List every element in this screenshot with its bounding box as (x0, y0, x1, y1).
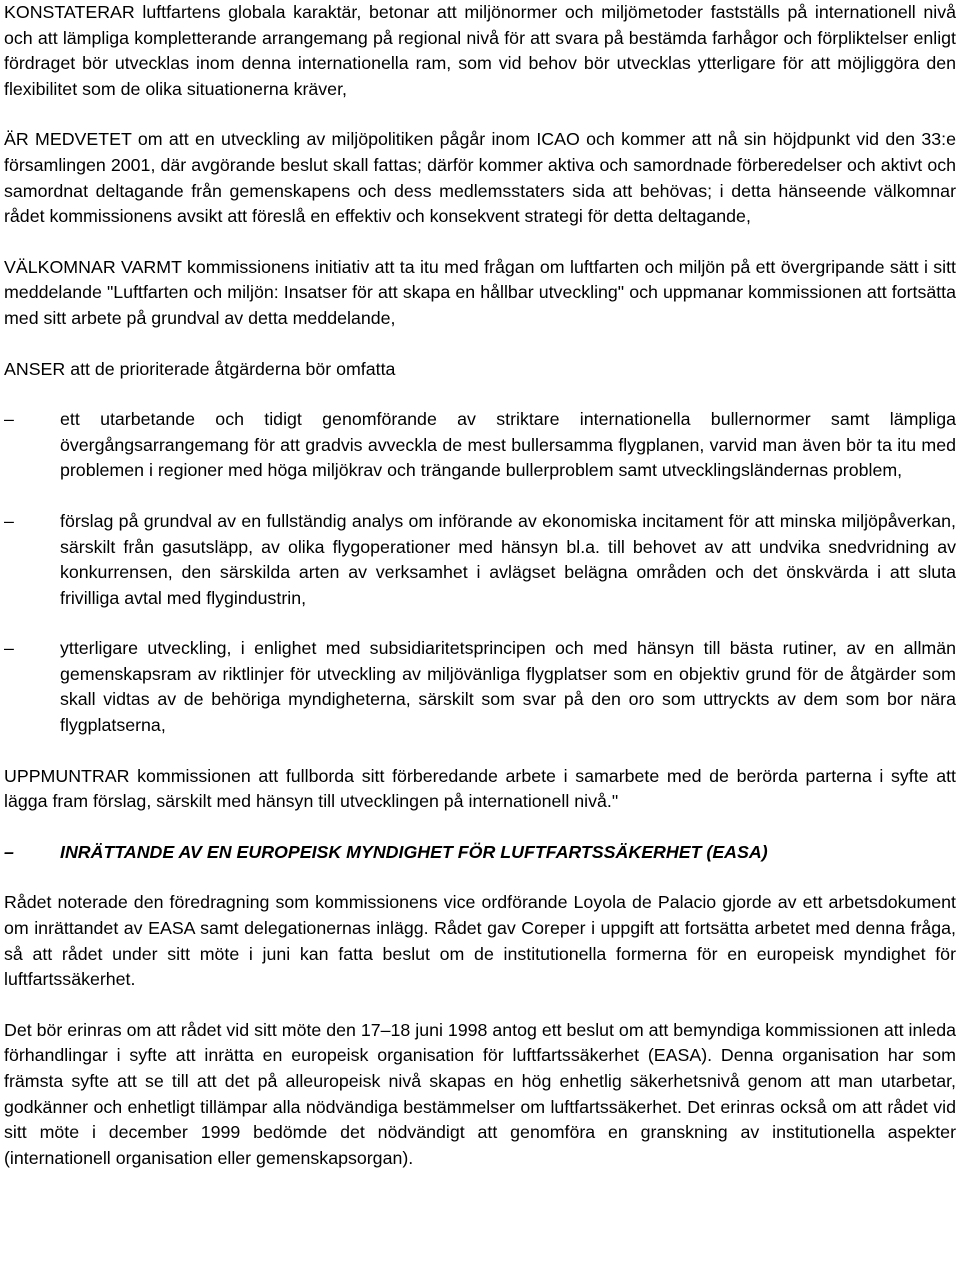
section-heading-text: INRÄTTANDE AV EN EUROPEISK MYNDIGHET FÖR LUFTFARTSSÄKERHET (EASA) (60, 841, 768, 862)
bullet-item (4, 636, 956, 738)
paragraph-anser: ANSER att de prioriterade åtgärderna bör omfatta (4, 358, 396, 379)
bullet-text: ett utarbetande och tidigt genomförande av striktare internationella bullernormer samt lämpliga övergångsarrangemang för att gradvis avveckla de mest bullersamma flygplanen, varvid man även bör ta itu med problemen i regioner med höga miljökrav och trängande bullerproblem samt utvecklingsländernas problem, (60, 409, 956, 481)
dash-marker: – (4, 841, 14, 862)
paragraph-ar-medvetet: ÄR MEDVETET om att en utveckling av miljöpolitiken pågår inom ICAO och kommer att nå sin höjdpunkt vid den 33:e församlingen 2001, där avgörande beslut skall fattas; därför kommer aktiva och samordnade förberedelser och aktivt och samordnat deltagande från gemenskapens och dess medlemsstaters sida att behövas; i detta hänseende välkomnar rådet kommissionens avsikt att föreslå en effektiv och konsekvent strategi för detta deltagande, (4, 129, 956, 227)
document-page (4, 0, 956, 1196)
bullet-item (4, 509, 956, 611)
bullet-text: förslag på grundval av en fullständig analys om införande av ekonomiska incitament för att minska miljöpåverkan, särskilt från gasutsläpp, av olika flygoperationer med hänsyn bl.a. till behovet av att undvika snedvridning av konkurrensen, den särskilda arten av verksamhet i avlägset belägna områden och det önskvärda i att sluta frivilliga avtal med flygindustrin, (60, 510, 956, 608)
bullet-item (4, 407, 956, 484)
dash-marker: – (4, 638, 14, 659)
dash-marker: – (4, 510, 14, 531)
paragraph-uppmuntrar: UPPMUNTRAR kommissionen att fullborda sitt förberedande arbete i samarbete med de berörda parterna i syfte att lägga fram förslag, särskilt med hänsyn till utvecklingen på internationell nivå." (4, 765, 956, 812)
paragraph-valkomnar: VÄLKOMNAR VARMT kommissionens initiativ att ta itu med frågan om luftfarten och miljön på ett övergripande sätt i sitt meddelande "Luftfarten och miljön: Insatser för att skapa en hållbar utveckling" och uppmanar kommissionen att fortsätta med sitt arbete på grundval av detta meddelande, (4, 256, 956, 328)
paragraph-radet-noterade: Rådet noterade den föredragning som kommissionens vice ordförande Loyola de Palacio gjorde av ett arbetsdokument om inrättandet av EASA samt delegationernas inlägg. Rådet gav Coreper i uppgift att fortsätta arbetet med denna fråga, så att rådet under sitt möte i juni kan fatta beslut om de institutionella formerna för en europeisk myndighet för luftfartssäkerhet. (4, 892, 956, 990)
section-heading (4, 840, 956, 866)
dash-marker: – (4, 409, 14, 430)
paragraph-det-bor-erinras: Det bör erinras om att rådet vid sitt möte den 17–18 juni 1998 antog ett beslut om att bemyndiga kommissionen att inleda förhandlingar i syfte att inrätta en europeisk organisation för luftfartssäkerhet (EASA). Denna organisation har som främsta syfte att se till att det på alleuropeisk nivå skapas en hög enhetlig säkerhetsnivå genom att man utarbetar, godkänner och enhetligt tillämpar alla nödvändiga bestämmelser om luftfartssäkerhet. Det erinras också om att rådet vid sitt möte i december 1999 bedömde det nödvändigt att genomföra en granskning av institutionella aspekter (internationell organisation eller gemenskapsorgan). (4, 1019, 956, 1168)
paragraph-konstaterar: KONSTATERAR luftfartens globala karaktär, betonar att miljönormer och miljömetoder fastställs på internationell nivå och att lämpliga kompletterande arrangemang på regional nivå för att svara på bestämda farhågor och förpliktelser enligt fördraget bör utvecklas inom denna internationella ram, som vid behov bör utvecklas ytterligare för att möjliggöra den flexibilitet som de olika situationerna kräver, (4, 2, 956, 99)
bullet-text: ytterligare utveckling, i enlighet med subsidiaritetsprincipen och med hänsyn till bästa rutiner, av en allmän gemenskapsram av riktlinjer för utveckling av miljövänliga flygplatser som en objektiv grund för de åtgärder som skall vidtas av de behöriga myndigheterna, särskilt som svar på den oro som uttryckts av dem som bor nära flygplatserna, (60, 638, 956, 736)
